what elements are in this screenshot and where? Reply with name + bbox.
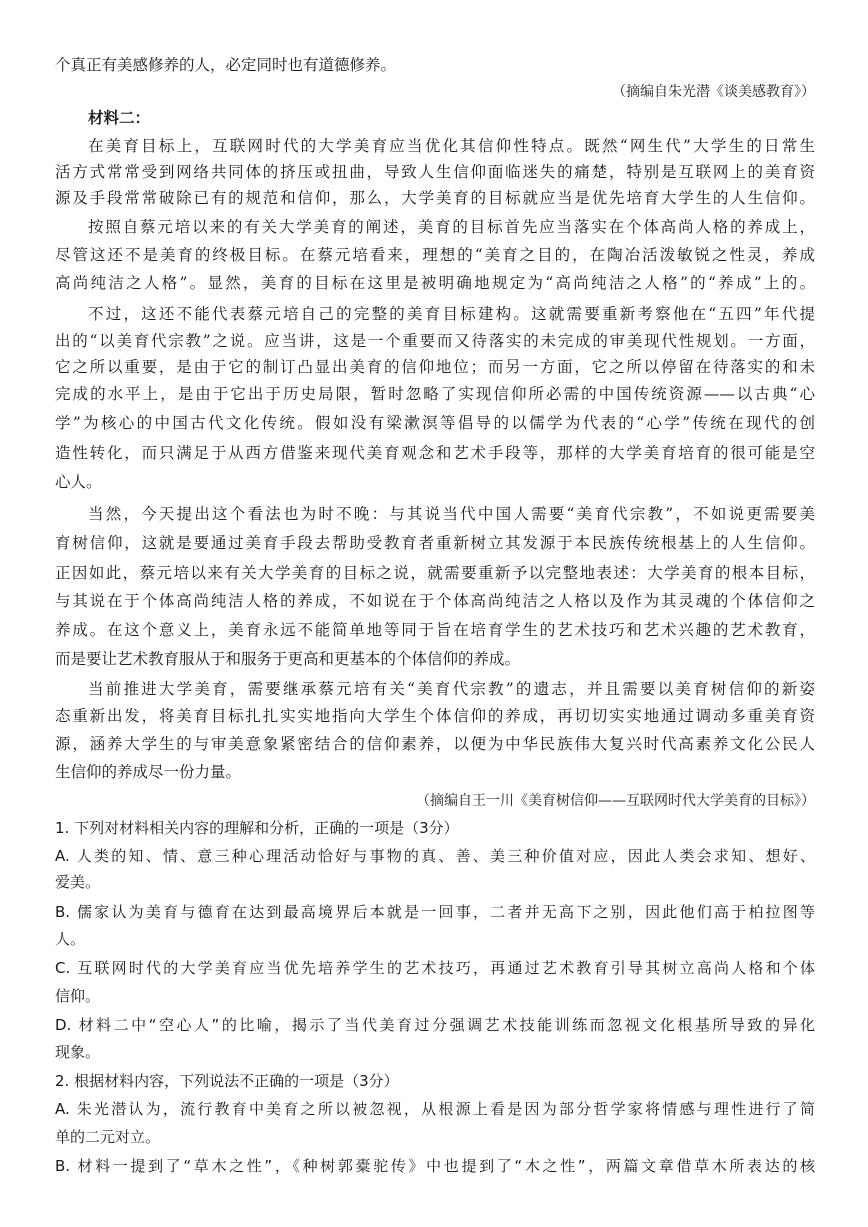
text-line: 尽管这还不是美育的终极目标。在蔡元培看来，理想的“美育之目的，在陶冶活泼敏锐之性灵，养成: [55, 246, 815, 264]
source-citation: （摘编自朱光潜《谈美感教育》）: [612, 84, 815, 100]
text-line: 而是要让艺术教育服从于和服务于更高和更基本的个体信仰的养成。: [55, 650, 521, 668]
option-d: D. 材料二中“空心人”的比喻，揭示了当代美育过分强调艺术技能训练而忽视文化根基所导致的异化: [55, 1016, 815, 1034]
option-a-cont: 爱美。: [55, 873, 101, 891]
section-heading: 材料二：: [88, 108, 151, 127]
option-c: C. 互联网时代的大学美育应当优先培养学生的艺术技巧，再通过艺术教育引导其树立高尚人格和个体: [55, 959, 815, 977]
text-line: 当然，今天提出这个看法也为时不晚：与其说当代中国人需要“美育代宗教”，不如说更需要美: [88, 505, 815, 523]
option-b: B. 儒家认为美育与德育在达到最高境界后本就是一回事，二者并无高下之别，因此他们高于柏拉图等: [55, 903, 815, 921]
question-1-stem: 1. 下列对材料相关内容的理解和分析，正确的一项是（3分）: [55, 819, 459, 837]
text-line: 与其说在于个体高尚纯洁人格的养成，不如说在于个体高尚纯洁之人格以及作为其灵魂的个体信仰之: [55, 592, 815, 610]
source-citation: （摘编自王一川《美育树信仰——互联网时代大学美育的目标》）: [416, 793, 815, 809]
option-a-cont: 单的二元对立。: [55, 1128, 161, 1146]
text-line: 出的“以美育代宗教”之说。应当讲，这是一个重要而又待落实的未完成的审美现代性规划。一方面，: [55, 332, 815, 350]
text-line: 它之所以重要，是由于它的制订凸显出美育的信仰地位；而另一方面，它之所以停留在待落实的和未: [55, 358, 815, 376]
text-line: 源及手段常常破除已有的规范和信仰，那么，大学美育的目标就应当是优先培育大学生的人生信仰。: [55, 189, 815, 207]
option-a: A. 朱光潜认为，流行教育中美育之所以被忽视，从根源上看是因为部分哲学家将情感与理性进行了简: [55, 1100, 815, 1118]
text-line: 高尚纯洁之人格”。显然，美育的目标在这里是被明确地规定为“高尚纯洁之人格”的“养成”上的。: [55, 274, 815, 292]
option-a: A. 人类的知、情、意三种心理活动恰好与事物的真、善、美三种价值对应，因此人类会求知、想好、: [55, 847, 815, 865]
text-line: 按照自蔡元培以来的有关大学美育的阐述，美育的目标首先应当落实在个体高尚人格的养成上，: [88, 218, 815, 236]
option-b-cont: 人。: [55, 930, 86, 948]
text-line: 完成的水平上，是由于它出于历史局限，暂时忽略了实现信仰所必需的中国传统资源——以古典“心: [55, 385, 815, 403]
text-line: 养成。在这个意义上，美育永远不能简单地等同于旨在培育学生的艺术技巧和艺术兴趣的艺术教育，: [55, 621, 815, 639]
text-line: 学”为核心的中国古代文化传统。假如没有梁漱溟等倡导的以儒学为代表的“心学”传统在现代的创: [55, 414, 815, 432]
text-line: 当前推进大学美育，需要继承蔡元培有关“美育代宗教”的遗志，并且需要以美育树信仰的新姿: [88, 680, 815, 698]
text-line: 活方式常常受到网络共同体的挤压或扭曲，导致人生信仰面临迷失的痛楚，特别是互联网上的美育资: [55, 163, 815, 181]
text-line: 正因如此，蔡元培以来有关大学美育的目标之说，就需要重新予以完整地表述：大学美育的根本目标，: [55, 564, 815, 582]
text-line: 育树信仰，这就是要通过美育手段去帮助受教育者重新树立其发源于本民族传统根基上的人生信仰。: [55, 534, 815, 552]
text-line: 源，涵养大学生的与审美意象紧密结合的信仰素养，以便为中华民族伟大复兴时代高素养文化公民人: [55, 735, 815, 753]
text-line: 生信仰的养成尽一份力量。: [55, 763, 242, 781]
text-line: 造性转化，而只满足于从西方借鉴来现代美育观念和艺术手段等，那样的大学美育培育的很可能是空: [55, 444, 815, 462]
question-2-stem: 2. 根据材料内容，下列说法不正确的一项是（3分）: [55, 1072, 399, 1090]
option-c-cont: 信仰。: [55, 987, 101, 1005]
option-b: B. 材料一提到了“草木之性”，《种树郭橐驼传》中也提到了“木之性”，两篇文章借草木所表达的核: [55, 1157, 815, 1175]
text-line: 态重新出发，将美育目标扎扎实实地指向大学生个体信仰的养成，再切切实实地通过调动多重美育资: [55, 707, 815, 725]
option-d-cont: 现象。: [55, 1043, 101, 1061]
text-line: 在美育目标上，互联网时代的大学美育应当优化其信仰性特点。既然“网生代”大学生的日常生: [88, 137, 815, 155]
text-line: 个真正有美感修养的人，必定同时也有道德修养。: [55, 56, 397, 74]
text-line: 心人。: [55, 473, 102, 491]
text-line: 不过，这还不能代表蔡元培自己的完整的美育目标建构。这就需要重新考察他在“五四”年代提: [88, 305, 815, 323]
